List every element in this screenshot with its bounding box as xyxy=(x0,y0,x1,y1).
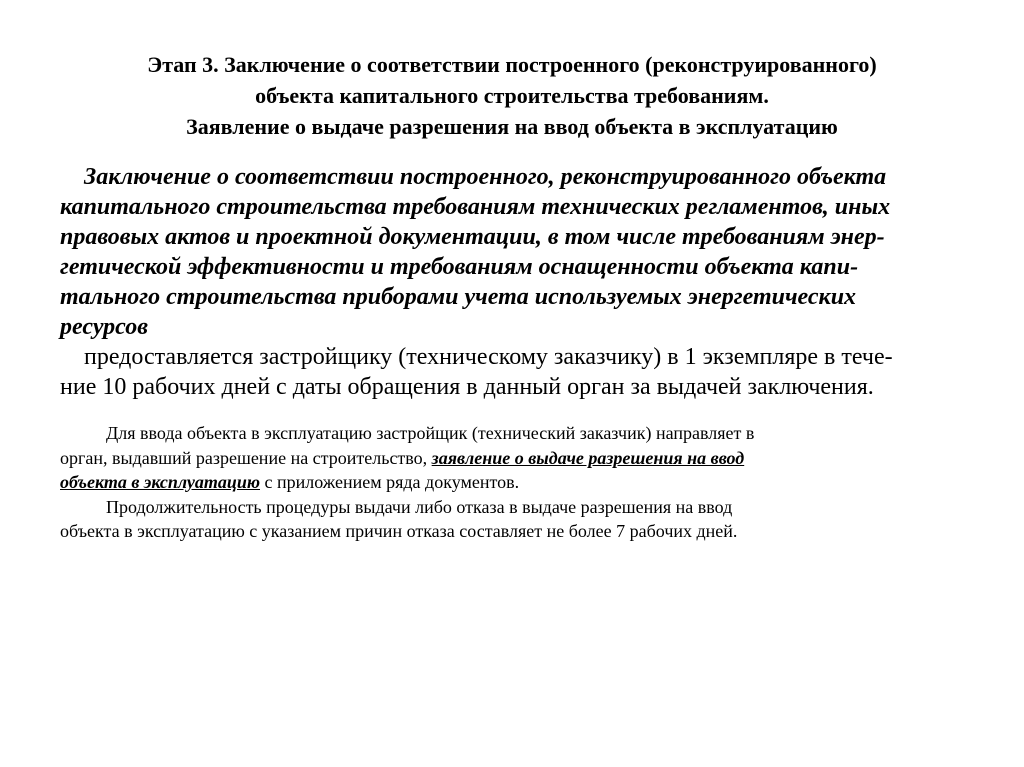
application-emphasis-1: заявление о выдаче разрешения на ввод xyxy=(431,447,745,468)
conclusion-body-line-1: предоставляется застройщику (техническому заказчику) в 1 экземпляре в тече- xyxy=(84,344,893,370)
conclusion-heading-line-5: тального строительства приборами учета используемых энергетических xyxy=(60,284,857,310)
application-p1-line-1: Для ввода объекта в эксплуатацию застройщик (технический заказчик) направляет в xyxy=(106,423,755,443)
conclusion-block xyxy=(60,162,980,402)
conclusion-heading-line-1: Заключение о соответствии построенного, реконструированного объекта xyxy=(84,164,887,190)
application-p1-line-2-start: орган, выдавший разрешение на строительство, xyxy=(60,447,432,468)
application-block xyxy=(60,421,980,544)
conclusion-heading-line-2: капитального строительства требованиям технических регламентов, иных xyxy=(60,194,891,220)
application-p2-line-1: Продолжительность процедуры выдачи либо отказа в выдаче разрешения на ввод xyxy=(106,496,733,517)
title-line-2: объекта капитального строительства требованиям. xyxy=(255,83,769,108)
conclusion-body-line-2: ние 10 рабочих дней с даты обращения в данный орган за выдачей заключения. xyxy=(60,374,874,400)
slide-title xyxy=(40,49,984,142)
application-emphasis-2: объекта в эксплуатацию xyxy=(60,472,260,492)
conclusion-heading-line-6: ресурсов xyxy=(60,314,148,340)
application-p2-line-2: объекта в эксплуатацию с указанием причин отказа составляет не более 7 рабочих дней. xyxy=(60,521,738,541)
conclusion-heading-line-3: правовых актов и проектной документации, в том числе требованиям энер- xyxy=(60,224,885,250)
title-line-1: Этап 3. Заключение о соответствии построенного (реконструированного) xyxy=(147,52,877,77)
title-line-3: Заявление о выдаче разрешения на ввод объекта в эксплуатацию xyxy=(186,114,838,139)
application-p1-line-3 xyxy=(60,470,980,495)
conclusion-heading-line-4: гетической эффективности и требованиям оснащенности объекта капи- xyxy=(60,254,859,280)
application-p1-line-3-end: с приложением ряда документов. xyxy=(260,472,520,492)
application-p1-line-2 xyxy=(60,446,980,471)
